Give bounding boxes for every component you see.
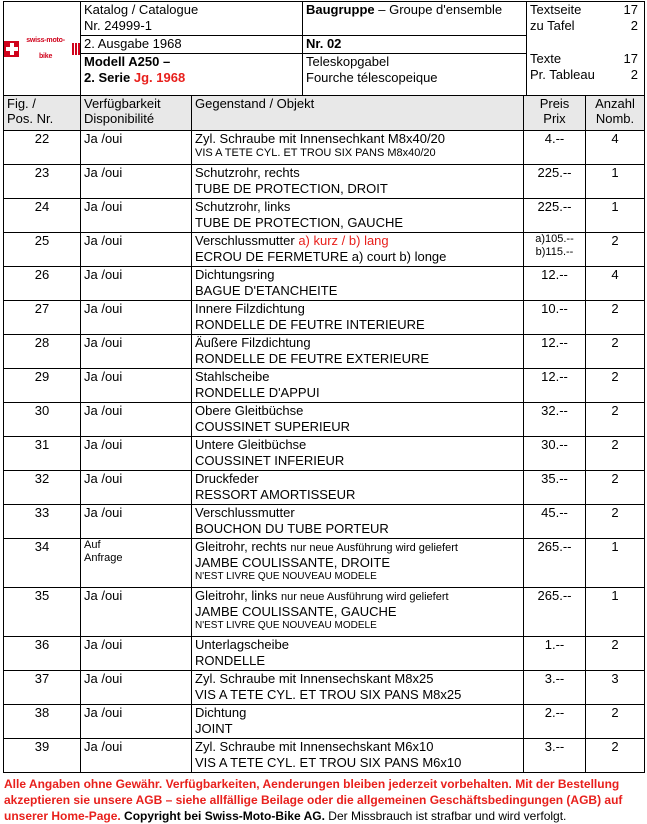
part-name-de: Äußere Filzdichtung: [195, 335, 311, 350]
part-name-fr: COUSSINET INFERIEUR: [195, 453, 345, 468]
part-name-de: Gleitrohr, links nur neue Ausführung wird geliefert: [195, 588, 449, 603]
position-number: 22: [4, 131, 81, 165]
part-name-de: Untere Gleitbüchse: [195, 437, 307, 452]
availability: Ja /oui: [81, 301, 192, 335]
availability: Ja /oui: [81, 369, 192, 403]
position-number: 26: [4, 267, 81, 301]
price: 225.--: [524, 165, 586, 199]
table-row: [4, 739, 645, 773]
quantity: 2: [586, 403, 645, 437]
availability: Ja /oui: [81, 165, 192, 199]
table-row: [4, 588, 645, 637]
part-description: [192, 588, 524, 637]
part-description: [192, 739, 524, 773]
position-number: 33: [4, 505, 81, 539]
position-number: 38: [4, 705, 81, 739]
table-row: [4, 505, 645, 539]
part-name-fr: COUSSINET SUPERIEUR: [195, 419, 351, 434]
table-row: [4, 671, 645, 705]
table-row: [4, 233, 645, 267]
quantity: 2: [586, 637, 645, 671]
quantity: 2: [586, 335, 645, 369]
disclaimer: Alle Angaben ohne Gewähr. Verfügbarkeiten, Aenderungen bleiben jederzeit vorbehalten. Mit der Bestellung akzeptieren sie unsere AGB – siehe allfällige Beilage oder die allgemeinen Geschäftsbedingungen (AGB) auf unserer Home-Page. Copyright bei Swiss-Moto-Bike AG. Der Missbrauch ist strafbar und wird verfolgt.: [4, 777, 623, 823]
price: a)105.-- b)115.--: [524, 233, 586, 267]
quantity: 2: [586, 705, 645, 739]
part-name-fr: JOINT: [195, 721, 233, 736]
group-name-fr: Fourche télescopeique: [306, 70, 438, 85]
price: 4.--: [524, 131, 586, 165]
page-info: Textseite 17 zu Tafel 2 Texte 17 Pr. Tableau 2: [527, 2, 645, 96]
table-row: [4, 403, 645, 437]
part-name-de: Zyl. Schraube mit Innensechskant M6x10: [195, 739, 434, 754]
logo: [4, 2, 81, 96]
availability: Ja /oui: [81, 671, 192, 705]
price: 225.--: [524, 199, 586, 233]
position-number: 36: [4, 637, 81, 671]
price: 2.--: [524, 705, 586, 739]
price: 265.--: [524, 588, 586, 637]
catalog-number: Nr. 24999-1: [84, 18, 152, 33]
quantity: 2: [586, 437, 645, 471]
part-name-de: Obere Gleitbüchse: [195, 403, 304, 418]
part-name-de: Schutzrohr, links: [195, 199, 291, 214]
catalog-page: [3, 1, 644, 824]
quantity: 2: [586, 471, 645, 505]
part-name-fr: RONDELLE DE FEUTRE EXTERIEURE: [195, 351, 430, 366]
part-name-fr: RONDELLE D'APPUI: [195, 385, 320, 400]
table-row: [4, 199, 645, 233]
availability: Ja /oui: [81, 471, 192, 505]
part-name-fr: TUBE DE PROTECTION, DROIT: [195, 181, 388, 196]
part-description: [192, 301, 524, 335]
quantity: 2: [586, 233, 645, 267]
part-name-fr: ECROU DE FERMETURE a) court b) longe: [195, 249, 447, 264]
quantity: 2: [586, 301, 645, 335]
part-name-fr: BAGUE D'ETANCHEITE: [195, 283, 338, 298]
table-row: [4, 301, 645, 335]
quantity: 1: [586, 199, 645, 233]
part-name-de: Dichtungsring: [195, 267, 275, 282]
table-row: [4, 471, 645, 505]
availability: Ja /oui: [81, 199, 192, 233]
parts-table: [3, 95, 645, 773]
availability: Ja /oui: [81, 233, 192, 267]
part-description: [192, 705, 524, 739]
part-description: [192, 637, 524, 671]
col-quantity: Anzahl Nomb.: [586, 96, 645, 131]
part-description: [192, 471, 524, 505]
part-name-fr: RESSORT AMORTISSEUR: [195, 487, 356, 502]
part-name-de: Dichtung: [195, 705, 247, 720]
part-description: [192, 165, 524, 199]
swiss-cross-icon: [4, 41, 19, 57]
part-name-fr: TUBE DE PROTECTION, GAUCHE: [195, 215, 404, 230]
col-availability: Verfügbarkeit Disponibilité: [81, 96, 192, 131]
part-name-de: Zyl. Schraube mit Innensechskant M8x25: [195, 671, 434, 686]
quantity: 4: [586, 267, 645, 301]
position-number: 30: [4, 403, 81, 437]
price: 3.--: [524, 671, 586, 705]
availability: Ja /oui: [81, 588, 192, 637]
position-number: 24: [4, 199, 81, 233]
model: Modell A250 –: [84, 54, 171, 69]
quantity: 2: [586, 505, 645, 539]
position-number: 34: [4, 539, 81, 588]
position-number: 39: [4, 739, 81, 773]
table-row: [4, 369, 645, 403]
price: 10.--: [524, 301, 586, 335]
group-name-de: Teleskopgabel: [306, 54, 390, 69]
part-description: [192, 233, 524, 267]
swiss-moto-bike-logo: [4, 33, 80, 65]
position-number: 29: [4, 369, 81, 403]
part-description: [192, 267, 524, 301]
position-number: 31: [4, 437, 81, 471]
group-info: [303, 2, 527, 96]
part-name-fr: VIS A TETE CYL. ET TROU SIX PANS M8x40/20: [195, 147, 436, 159]
part-description: [192, 539, 524, 588]
table-row: [4, 437, 645, 471]
part-name-de: Druckfeder: [195, 471, 259, 486]
part-name-fr: JAMBE COULISSANTE, GAUCHE: [195, 604, 397, 619]
part-name-de: Stahlscheibe: [195, 369, 270, 384]
price: 1.--: [524, 637, 586, 671]
availability: Ja /oui: [81, 705, 192, 739]
part-name-fr: VIS A TETE CYL. ET TROU SIX PANS M6x10: [195, 755, 462, 770]
quantity: 1: [586, 165, 645, 199]
position-number: 37: [4, 671, 81, 705]
price: 45.--: [524, 505, 586, 539]
part-note-fr: N'EST LIVRE QUE NOUVEAU MODELE: [195, 620, 377, 631]
table-row: [4, 637, 645, 671]
part-name-de: Zyl. Schraube mit Innensechkant M8x40/20: [195, 131, 446, 146]
price: 3.--: [524, 739, 586, 773]
availability: Ja /oui: [81, 131, 192, 165]
part-description: [192, 131, 524, 165]
position-number: 32: [4, 471, 81, 505]
availability: Ja /oui: [81, 437, 192, 471]
quantity: 4: [586, 131, 645, 165]
part-name-fr: RONDELLE DE FEUTRE INTERIEURE: [195, 317, 425, 332]
part-description: [192, 403, 524, 437]
availability: Ja /oui: [81, 637, 192, 671]
part-name-de: Schutzrohr, rechts: [195, 165, 300, 180]
quantity: 2: [586, 369, 645, 403]
part-name-fr: RONDELLE: [195, 653, 266, 668]
part-description: [192, 437, 524, 471]
price: 30.--: [524, 437, 586, 471]
availability: Auf Anfrage: [81, 539, 192, 588]
price: 265.--: [524, 539, 586, 588]
availability: Ja /oui: [81, 267, 192, 301]
logo-text: swiss-moto-bike: [26, 36, 65, 60]
catalog-info: [81, 2, 303, 96]
edition: 2. Ausgabe 1968: [81, 36, 302, 54]
part-name-de: Verschlussmutter: [195, 505, 295, 520]
table-row: [4, 165, 645, 199]
availability: Ja /oui: [81, 739, 192, 773]
position-number: 23: [4, 165, 81, 199]
col-object: Gegenstand / Objekt: [192, 96, 524, 131]
part-note-fr: N'EST LIVRE QUE NOUVEAU MODELE: [195, 571, 377, 582]
price: 12.--: [524, 335, 586, 369]
header-table: [3, 1, 645, 96]
price: 12.--: [524, 267, 586, 301]
group-label: Baugruppe – Groupe d'ensemble: [303, 2, 526, 36]
table-row: [4, 539, 645, 588]
quantity: 2: [586, 739, 645, 773]
quantity: 3: [586, 671, 645, 705]
logo-bars-icon: [72, 43, 80, 55]
availability: Ja /oui: [81, 403, 192, 437]
price: 12.--: [524, 369, 586, 403]
part-name-de: Gleitrohr, rechts nur neue Ausführung wird geliefert: [195, 539, 458, 554]
table-row: [4, 335, 645, 369]
col-fig: Fig. / Pos. Nr.: [4, 96, 81, 131]
part-description: [192, 199, 524, 233]
position-number: 28: [4, 335, 81, 369]
col-price: Preis Prix: [524, 96, 586, 131]
table-row: [4, 267, 645, 301]
part-description: [192, 369, 524, 403]
part-name-de: Verschlussmutter a) kurz / b) lang: [195, 233, 389, 248]
column-header-row: [4, 96, 645, 131]
table-row: [4, 131, 645, 165]
position-number: 35: [4, 588, 81, 637]
price: 35.--: [524, 471, 586, 505]
quantity: 1: [586, 588, 645, 637]
availability: Ja /oui: [81, 335, 192, 369]
part-name-de: Innere Filzdichtung: [195, 301, 305, 316]
part-name-fr: VIS A TETE CYL. ET TROU SIX PANS M8x25: [195, 687, 462, 702]
position-number: 25: [4, 233, 81, 267]
part-name-fr: BOUCHON DU TUBE PORTEUR: [195, 521, 389, 536]
part-description: [192, 505, 524, 539]
part-description: [192, 671, 524, 705]
price: 32.--: [524, 403, 586, 437]
catalog-label: Katalog / Catalogue: [84, 2, 199, 17]
part-description: [192, 335, 524, 369]
series: 2. Serie Jg. 1968: [84, 70, 186, 85]
position-number: 27: [4, 301, 81, 335]
part-name-fr: JAMBE COULISSANTE, DROITE: [195, 555, 391, 570]
part-name-de: Unterlagscheibe: [195, 637, 289, 652]
quantity: 1: [586, 539, 645, 588]
availability: Ja /oui: [81, 505, 192, 539]
group-number: Nr. 02: [303, 36, 526, 54]
table-row: [4, 705, 645, 739]
